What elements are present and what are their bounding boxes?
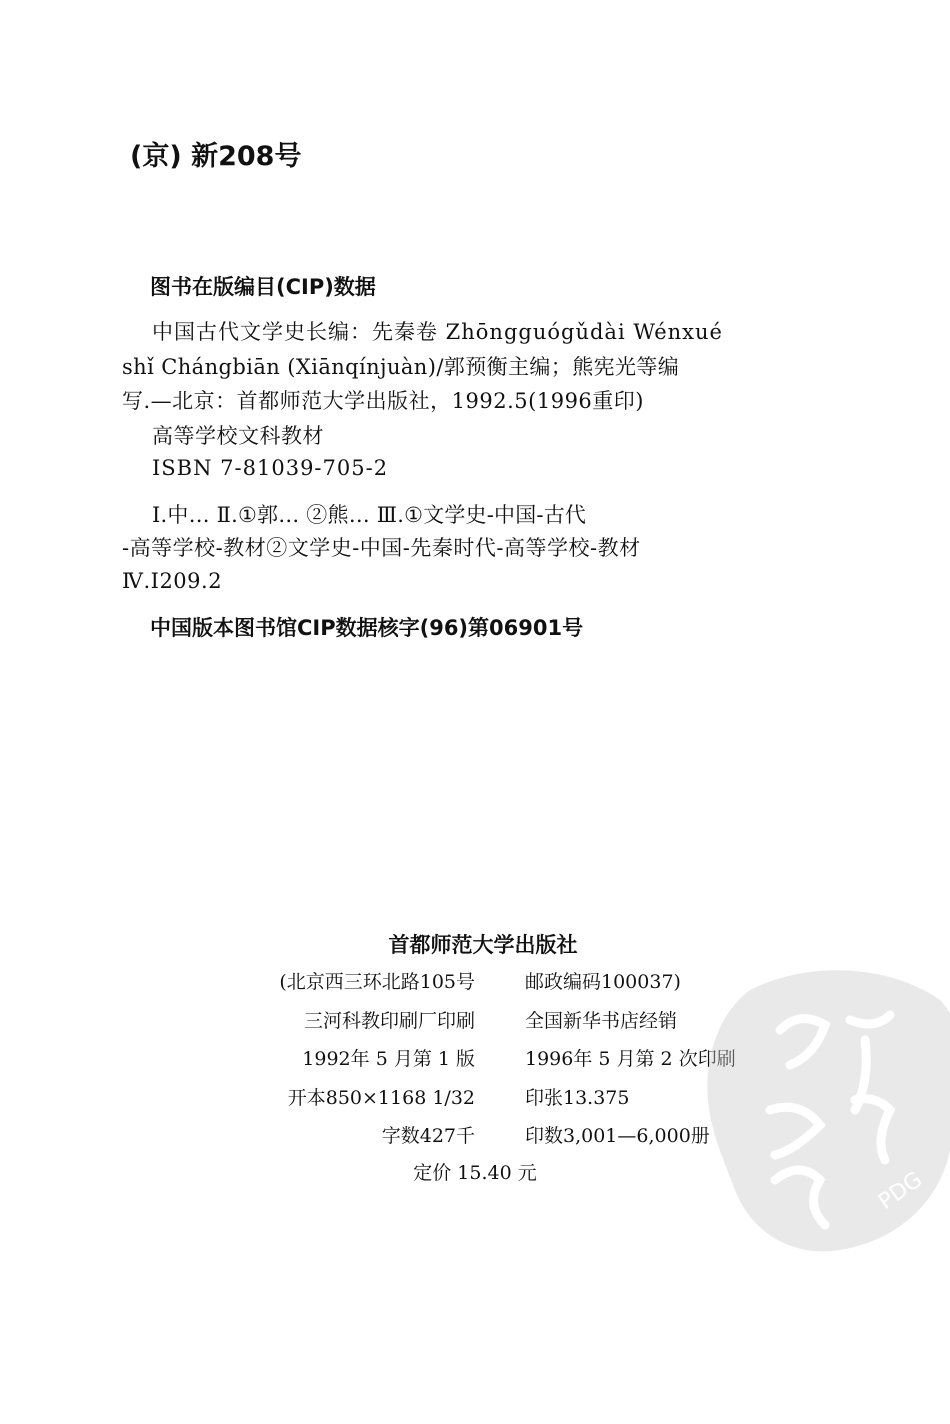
cip-line-isbn: ISBN 7-81039-705-2	[152, 456, 389, 480]
printer: 三河科教印刷厂印刷	[303, 1010, 475, 1032]
cip-line-title: 中国古代文学史长编：先秦卷 Zhōngguógǔdài Wénxué	[152, 320, 723, 344]
cip-line-imprint: 写.—北京：首都师范大学出版社，1992.5(1996重印)	[122, 389, 644, 413]
watermark-seal	[640, 960, 950, 1260]
publisher-address: (北京西三环北路105号	[279, 971, 475, 993]
cip-line-title-cont: shǐ Chángbiān (Xiānqínjuàn)/郭预衡主编；熊宪光等编	[122, 355, 680, 379]
watermark-label: PDG	[874, 1167, 928, 1215]
price: 定价 15.40 元	[413, 1162, 537, 1184]
word-count: 字数427千	[381, 1125, 475, 1147]
cip-heading: 图书在版编目(CIP)数据	[150, 275, 376, 299]
print-run: 印数3,001—6,000册	[525, 1125, 710, 1147]
printing-info: 1996年 5 月第 2 次印刷	[525, 1048, 736, 1070]
cip-approval-number: 中国版本图书馆CIP数据核字(96)第06901号	[150, 616, 584, 640]
publisher-name: 首都师范大学出版社	[388, 933, 578, 957]
cip-line-subjects-cont: -高等学校-教材②文学史-中国-先秦时代-高等学校-教材	[122, 536, 641, 560]
first-edition: 1992年 5 月第 1 版	[302, 1048, 475, 1070]
cip-line-subjects: Ⅰ.中… Ⅱ.①郭… ②熊… Ⅲ.①文学史-中国-古代	[152, 503, 587, 527]
watermark-seal-shape	[707, 970, 950, 1251]
cip-line-series: 高等学校文科教材	[152, 424, 324, 448]
distributor: 全国新华书店经销	[525, 1010, 678, 1032]
printed-sheets: 印张13.375	[525, 1087, 630, 1109]
cip-line-classification: Ⅳ.I209.2	[122, 569, 223, 593]
postal-code: 邮政编码100037)	[525, 971, 681, 993]
license-number: (京) 新208号	[130, 141, 302, 172]
book-format: 开本850×1168 1/32	[287, 1087, 475, 1109]
